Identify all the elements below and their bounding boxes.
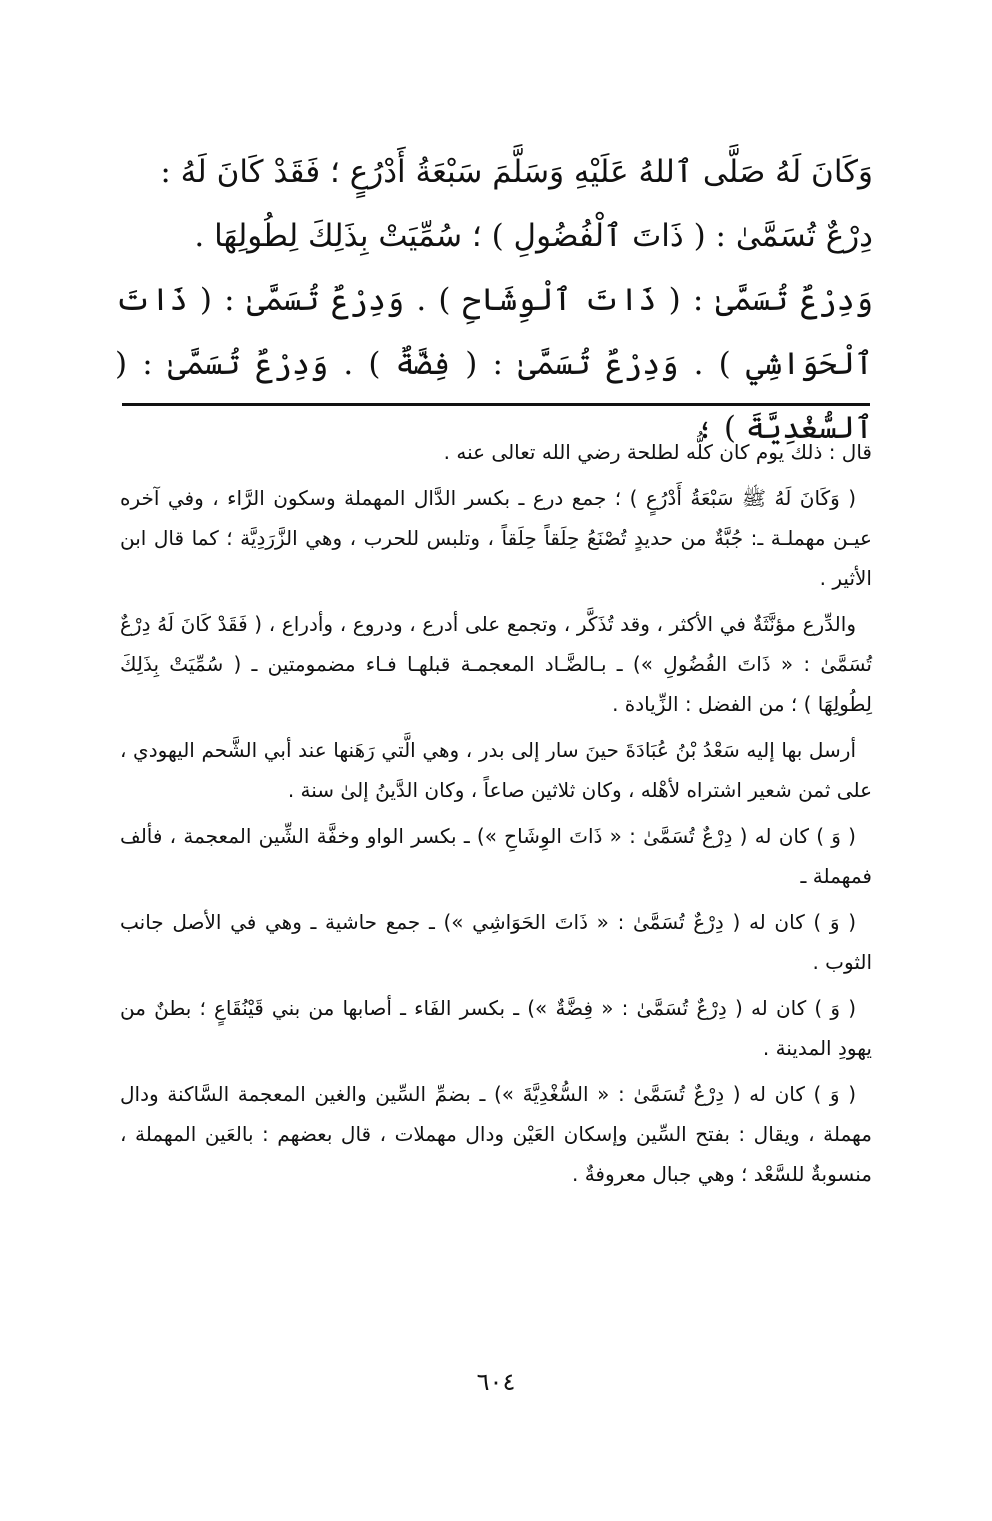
commentary-paragraph: أرسل بها إليه سَعْدُ بْنُ عُبَادَةَ حينَ سار إلى بدر ، وهي الَّتي رَهَنها عند أبي الشَّحم اليهودي ، على ثمن شعير اشتراه لأهْله ، وكان ثلاثين صاعاً ، وكان الدَّينُ إلىٰ سنة .	[120, 738, 872, 802]
footnote-separator	[122, 403, 870, 406]
commentary-paragraph: ( وَ ) كان له ( دِرْعٌ تُسَمَّىٰ : « فِضَّةٌ ») ـ بكسر الفَاء ـ أصابها من بني قَيْنُقَاعٍ ؛ بطنٌ من يهودِ المدينة .	[120, 996, 872, 1060]
main-text-line: وَكَانَ لَهُ صَلَّى ٱللهُ عَلَيْهِ وَسَلَّمَ سَبْعَةُ أَدْرُعٍ ؛ فَقَدْ كَانَ لَهُ :	[160, 154, 873, 190]
commentary-paragraph: ( وَكَانَ لَهُ ﷺ سَبْعَةُ أَدْرُعٍ ) ؛ جمع درع ـ بكسر الدَّال المهملة وسكون الرَّاء ، وفي آخره عيـن مهملـة ـ: جُبَّةٌ من حديدٍ تُصْنَعُ حِلَقاً حِلَقاً ، وتلبس للحرب ، وهي الزَّرَدِيَّة ؛ كما قال ابن الأثير .	[120, 486, 872, 590]
main-text-line: وَدِرْعٌ تُسَمَّىٰ : ( ذَاتَ ٱلْوِشَاحِ ) . وَدِرْعٌ تُسَمَّىٰ : ( ذَاتَ ٱلْحَوَاشِي ) . وَدِرْعٌ تُسَمَّىٰ : ( فِضَّةٌ ) . وَدِرْعٌ تُسَمَّىٰ : ( ٱلسُّغْدِيَّةَ ) ؛	[115, 282, 873, 446]
commentary-paragraph: ( وَ ) كان له ( دِرْعٌ تُسَمَّىٰ : « السُّغْدِيَّةَ ») ـ بضمِّ السِّين والغين المعجمة السَّاكنة ودال مهملة ، ويقال : بفتح السِّين وإسكان العَيْن ودال مهملات ، قال بعضهم : بالعَين المهملة ، منسوبةٌ للسَّعْد ؛ وهي جبال معروفةٌ .	[120, 1082, 872, 1186]
commentary-paragraph: قال : ذلك يوم كان كلُّه لطلحة رضي الله تعالى عنه .	[443, 440, 872, 464]
main-text-line: دِرْعٌ تُسَمَّىٰ : ( ذَاتَ ٱلْفُضُولِ ) ؛ سُمِّيَتْ بِذَلِكَ لِطُولِهَا .	[194, 218, 873, 254]
commentary-paragraph: ( وَ ) كان له ( دِرْعٌ تُسَمَّىٰ : « ذَاتَ الحَوَاشِي ») ـ جمع حاشية ـ وهي في الأصل جانب الثوب .	[120, 910, 872, 974]
page-number: ٦٠٤	[476, 1368, 516, 1396]
commentary-paragraph: ( وَ ) كان له ( دِرْعٌ تُسَمَّىٰ : « ذَاتَ الوِشَاحِ ») ـ بكسر الواو وخفَّة الشِّين المعجمة ، فألف فمهملة ـ	[120, 824, 872, 888]
main-text	[115, 140, 873, 460]
commentary-paragraph: والدِّرع مؤنَّثَةٌ في الأكثر ، وقد تُذَكَّر ، وتجمع على أدرع ، ودروع ، وأدراع ، ( فَقَدْ كَانَ لَهُ دِرْعٌ تُسَمَّىٰ : « ذَاتَ الفُضُولِ ») ـ بـالضَّـاد المعجمـة قبلهـا فـاء مضمومتين ـ ( سُمِّيَتْ بِذَلِكَ لِطُولِهَا ) ؛ من الفضل : الزِّيادة .	[120, 612, 872, 716]
commentary	[120, 432, 872, 1200]
